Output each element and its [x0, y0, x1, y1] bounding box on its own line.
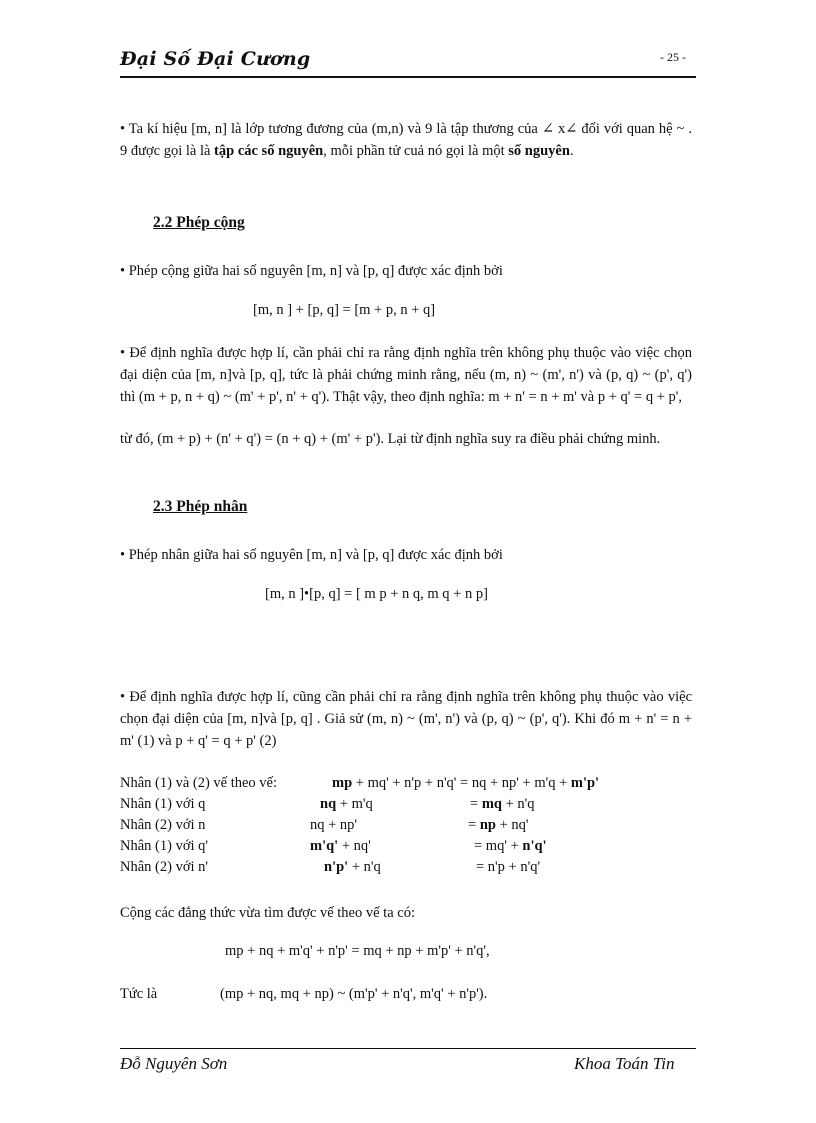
footer-divider [120, 1048, 696, 1049]
result-formula: (mp + nq, mq + np) ~ (m'p' + n'q', m'q' + n'p'). [220, 986, 488, 1002]
intro-paragraph [120, 118, 692, 162]
multiplication-proof-paragraph: • Để định nghĩa được hợp lí, cũng cần phải chỉ ra rằng định nghĩa trên không phụ thuộc vào việc chọn đại diện của [m, n]và [p, q] . Giả sử (m, n) ~ (m', n') và (p, q) ~ (p', q'). Khi đó m + n' = n + m' (1) và p + q' = q + p' (2) [120, 689, 692, 749]
sum-statement: Cộng các đẳng thức vừa tìm được vế theo vế ta có: [120, 905, 415, 921]
row-1-label: Nhân (1) và (2) vế theo vế: [120, 775, 278, 791]
section-title-multiplication: 2.3 Phép nhân [153, 498, 248, 515]
multiplication-formula: [m, n ]•[p, q] = [ m p + n q, m q + n p] [265, 586, 488, 602]
header-title: Đại Số Đại Cương [120, 48, 311, 70]
row-2-left: nq + m'q [320, 796, 373, 812]
result-label: Tức là [120, 986, 158, 1002]
footer-author: Đỗ Nguyên Sơn [120, 1054, 228, 1073]
addition-proof-conclusion: từ đó, (m + p) + (n' + q') = (n + q) + (m' + p'). Lại từ định nghĩa suy ra điều phải chứng minh. [120, 431, 661, 447]
header-divider [120, 76, 696, 78]
row-5-right: = n'p + n'q' [476, 859, 541, 875]
row-5-left: n'p' + n'q [324, 859, 381, 875]
intro-text-3: . [569, 143, 574, 159]
row-2-right: = mq + n'q [470, 796, 535, 812]
page-number: - 25 - [660, 50, 686, 64]
row-1-equation: mp + mq' + n'p + n'q' = nq + np' + m'q + m'p' [332, 775, 600, 791]
addition-definition: • Phép cộng giữa hai số nguyên [m, n] và [p, q] được xác định bởi [120, 263, 503, 279]
addition-proof-paragraph: • Để định nghĩa được hợp lí, cần phải chỉ ra rằng định nghĩa trên không phụ thuộc vào việc chọn đại diện của [m, n]và [p, q], tức là phải chứng minh rằng, nếu (m, n) ~ (m', n') và (p, q) ~ (p', q') thì (m + p, n + q) ~ (m' + p', n' + q'). Thật vậy, theo định nghĩa: m + n' = n + m' và p + q' = q + p', [120, 345, 692, 405]
sum-formula: mp + nq + m'q' + n'p' = mq + np + m'p' + n'q', [225, 943, 490, 959]
row-3-label: Nhân (2) với n [120, 817, 206, 833]
intro-term-integer: số nguyên [508, 143, 570, 159]
intro-text-2: , mỗi phần tử cuả nó gọi là một [323, 143, 509, 159]
multiplication-definition: • Phép nhân giữa hai số nguyên [m, n] và [p, q] được xác định bởi [120, 547, 503, 563]
row-5-label: Nhân (2) với n' [120, 859, 208, 875]
footer-department: Khoa Toán Tin [574, 1054, 675, 1073]
row-4-label: Nhân (1) với q' [120, 838, 208, 854]
row-4-right: = mq' + n'q' [474, 838, 547, 854]
row-3-right: = np + nq' [468, 817, 529, 833]
section-title-addition: 2.2 Phép cộng [153, 214, 245, 231]
intro-term-integers-set: tập các số nguyên [214, 143, 324, 159]
intro-text-1: • Ta kí hiệu [m, n] là lớp tương đương của (m,n) và 9 là tập thương của ∠ x∠ đối với quan hệ ~ . 9 được gọi là là [120, 121, 692, 159]
row-4-left: m'q' + nq' [310, 838, 371, 854]
row-2-label: Nhân (1) với q [120, 796, 206, 812]
row-3-left: nq + np' [310, 817, 358, 833]
addition-formula: [m, n ] + [p, q] = [m + p, n + q] [253, 302, 436, 318]
